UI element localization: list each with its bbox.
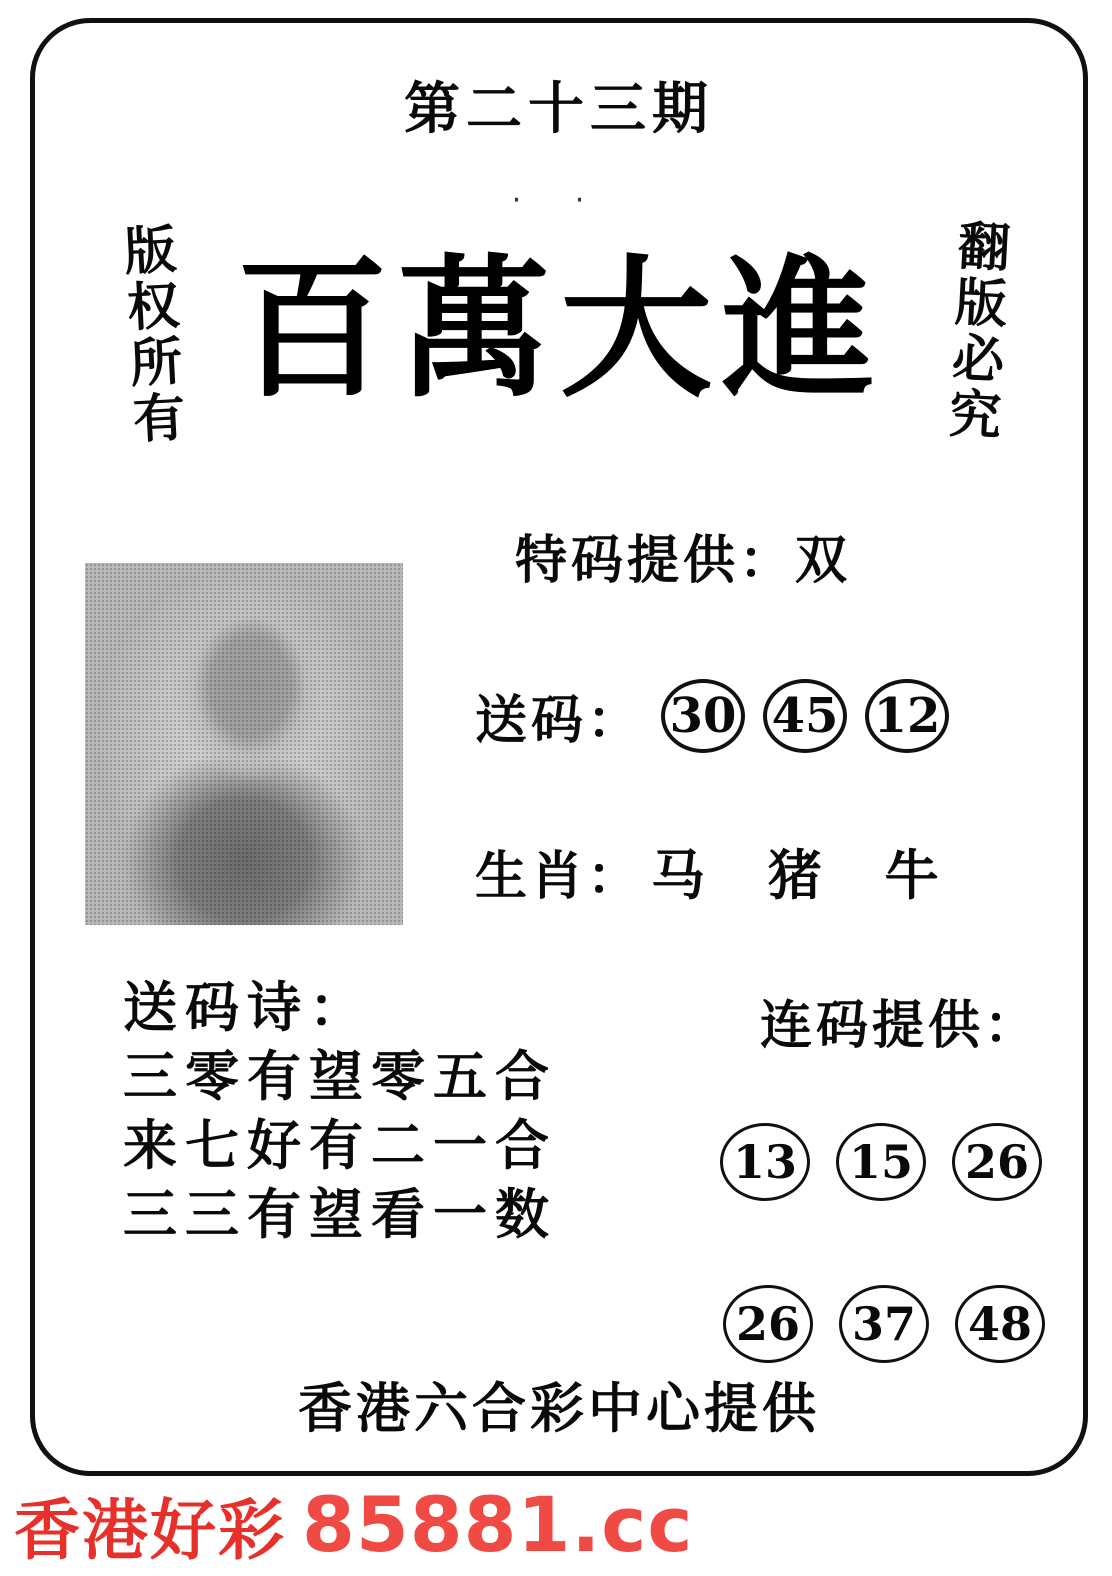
zodiac-row: [475, 833, 961, 910]
decorative-dots: · ·: [511, 183, 607, 218]
lianma-ball: 26: [952, 1123, 1042, 1201]
poster-card: [30, 18, 1088, 1476]
poem-line: 三三有望看一数: [123, 1182, 557, 1247]
send-code-ball: 30: [661, 679, 745, 753]
lianma-ball: 13: [720, 1123, 810, 1201]
banner-site-url: 85881.cc: [302, 1479, 694, 1569]
poster-content: [35, 23, 1083, 1471]
lianma-ball: 26: [723, 1285, 813, 1363]
lianma-row-second: [723, 1285, 1045, 1363]
page-title: 百萬大進: [236, 239, 884, 418]
copyright-left-text: 版权所有: [113, 221, 187, 449]
lianma-ball: 37: [839, 1285, 929, 1363]
bottom-banner: [0, 1478, 1112, 1570]
provider-footer: 香港六合彩中心提供: [298, 1376, 820, 1440]
issue-label: 第二十三期: [404, 76, 714, 142]
poem-line: 来七好有二一合: [123, 1113, 557, 1178]
copyright-right-text: 翻版必究: [938, 217, 1011, 445]
send-code-row: [475, 678, 949, 753]
lianma-title: 连码提供：: [760, 995, 1041, 1056]
zodiac-label: 生肖：: [475, 846, 644, 907]
special-code-label: 特码提供：: [515, 530, 796, 591]
special-code-value: 双: [795, 530, 852, 591]
banner-site-name: 香港好彩: [14, 1491, 286, 1569]
send-code-ball: 12: [865, 679, 949, 753]
poem-block: [123, 973, 557, 1249]
lianma-row-first: [720, 1123, 1042, 1201]
lianma-ball: 48: [955, 1285, 1045, 1363]
zodiac-values: 马 猪 牛: [651, 843, 961, 907]
poem-title: 送码诗：: [123, 975, 371, 1039]
portrait-photo: [85, 563, 403, 925]
poem-line: 三零有望零五合: [123, 1044, 557, 1109]
send-code-label: 送码：: [475, 690, 644, 751]
lianma-ball: 15: [836, 1123, 926, 1201]
send-code-ball: 45: [763, 679, 847, 753]
special-code-line: [515, 518, 851, 593]
